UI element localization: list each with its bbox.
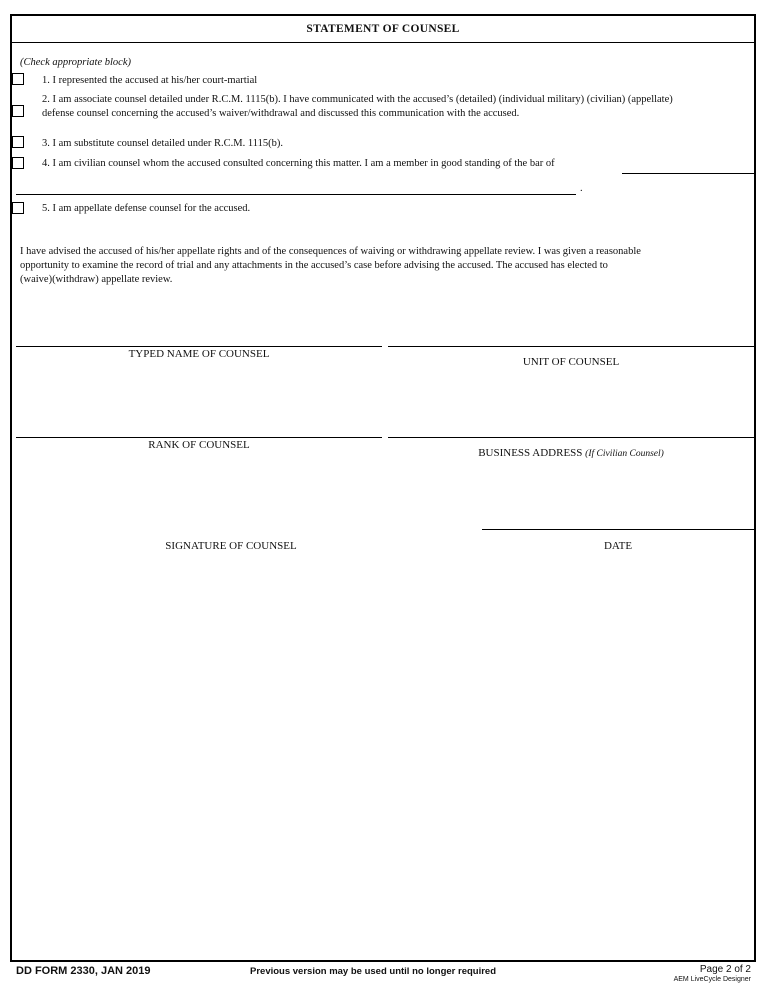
rank-line[interactable]	[16, 437, 382, 438]
business-address-line[interactable]	[388, 437, 754, 438]
rank-label: RANK OF COUNSEL	[148, 439, 250, 451]
date-label: DATE	[603, 540, 633, 552]
instruction: (Check appropriate block)	[20, 57, 131, 68]
option-5-text: 5. I am appellate defense counsel for the accused.	[42, 203, 251, 214]
option-2-text: 2. I am associate counsel detailed under R.C.M. 1115(b). I have communicated with the accused’s (detailed) (individual military) (civilian) (appellate)	[42, 94, 673, 105]
unit-line[interactable]	[388, 346, 754, 347]
checkbox-option-2[interactable]	[12, 105, 24, 117]
business-address-label	[388, 447, 754, 459]
checkbox-option-5[interactable]	[12, 202, 24, 214]
footer-notice: Previous version may be used until no longer required	[250, 966, 497, 977]
unit-label: UNIT OF COUNSEL	[522, 356, 620, 368]
page-number: Page 2 of 2	[699, 964, 751, 975]
form-title: STATEMENT OF COUNSEL	[12, 16, 754, 43]
advisement-line-1: I have advised the accused of his/her appellate rights and of the consequences of waiving or withdrawing appellate review. I was given a reasonable	[20, 246, 641, 257]
business-address-note: (If Civilian Counsel)	[585, 449, 664, 459]
form-id: DD FORM 2330, JAN 2019	[16, 965, 151, 977]
option-2-text-cont: defense counsel concerning the accused’s waiver/withdrawal and discussed this communication with the accused.	[42, 108, 520, 119]
form-frame	[10, 14, 756, 962]
typed-name-line[interactable]	[16, 346, 382, 347]
bar-of-field-line-2[interactable]	[16, 194, 576, 195]
option-3-text: 3. I am substitute counsel detailed under R.C.M. 1115(b).	[42, 138, 283, 149]
option-1-text: 1. I represented the accused at his/her court-martial	[42, 75, 258, 86]
period: .	[580, 183, 583, 194]
advisement-line-3: (waive)(withdraw) appellate review.	[20, 274, 173, 285]
option-4-text: 4. I am civilian counsel whom the accused consulted concerning this matter. I am a member in good standing of the bar of	[42, 158, 555, 169]
checkbox-option-3[interactable]	[12, 136, 24, 148]
checkbox-option-4[interactable]	[12, 157, 24, 169]
signature-label: SIGNATURE OF COUNSEL	[165, 540, 297, 552]
bar-of-field-line[interactable]	[622, 173, 754, 174]
typed-name-label: TYPED NAME OF COUNSEL	[128, 348, 270, 360]
business-address-text: BUSINESS ADDRESS	[478, 447, 583, 459]
checkbox-option-1[interactable]	[12, 73, 24, 85]
advisement-line-2: opportunity to examine the record of trial and any attachments in the accused’s case before advising the accused. The accused has elected to	[20, 260, 608, 271]
date-line[interactable]	[482, 529, 754, 530]
designer-note: AEM LiveCycle Designer	[673, 976, 751, 983]
